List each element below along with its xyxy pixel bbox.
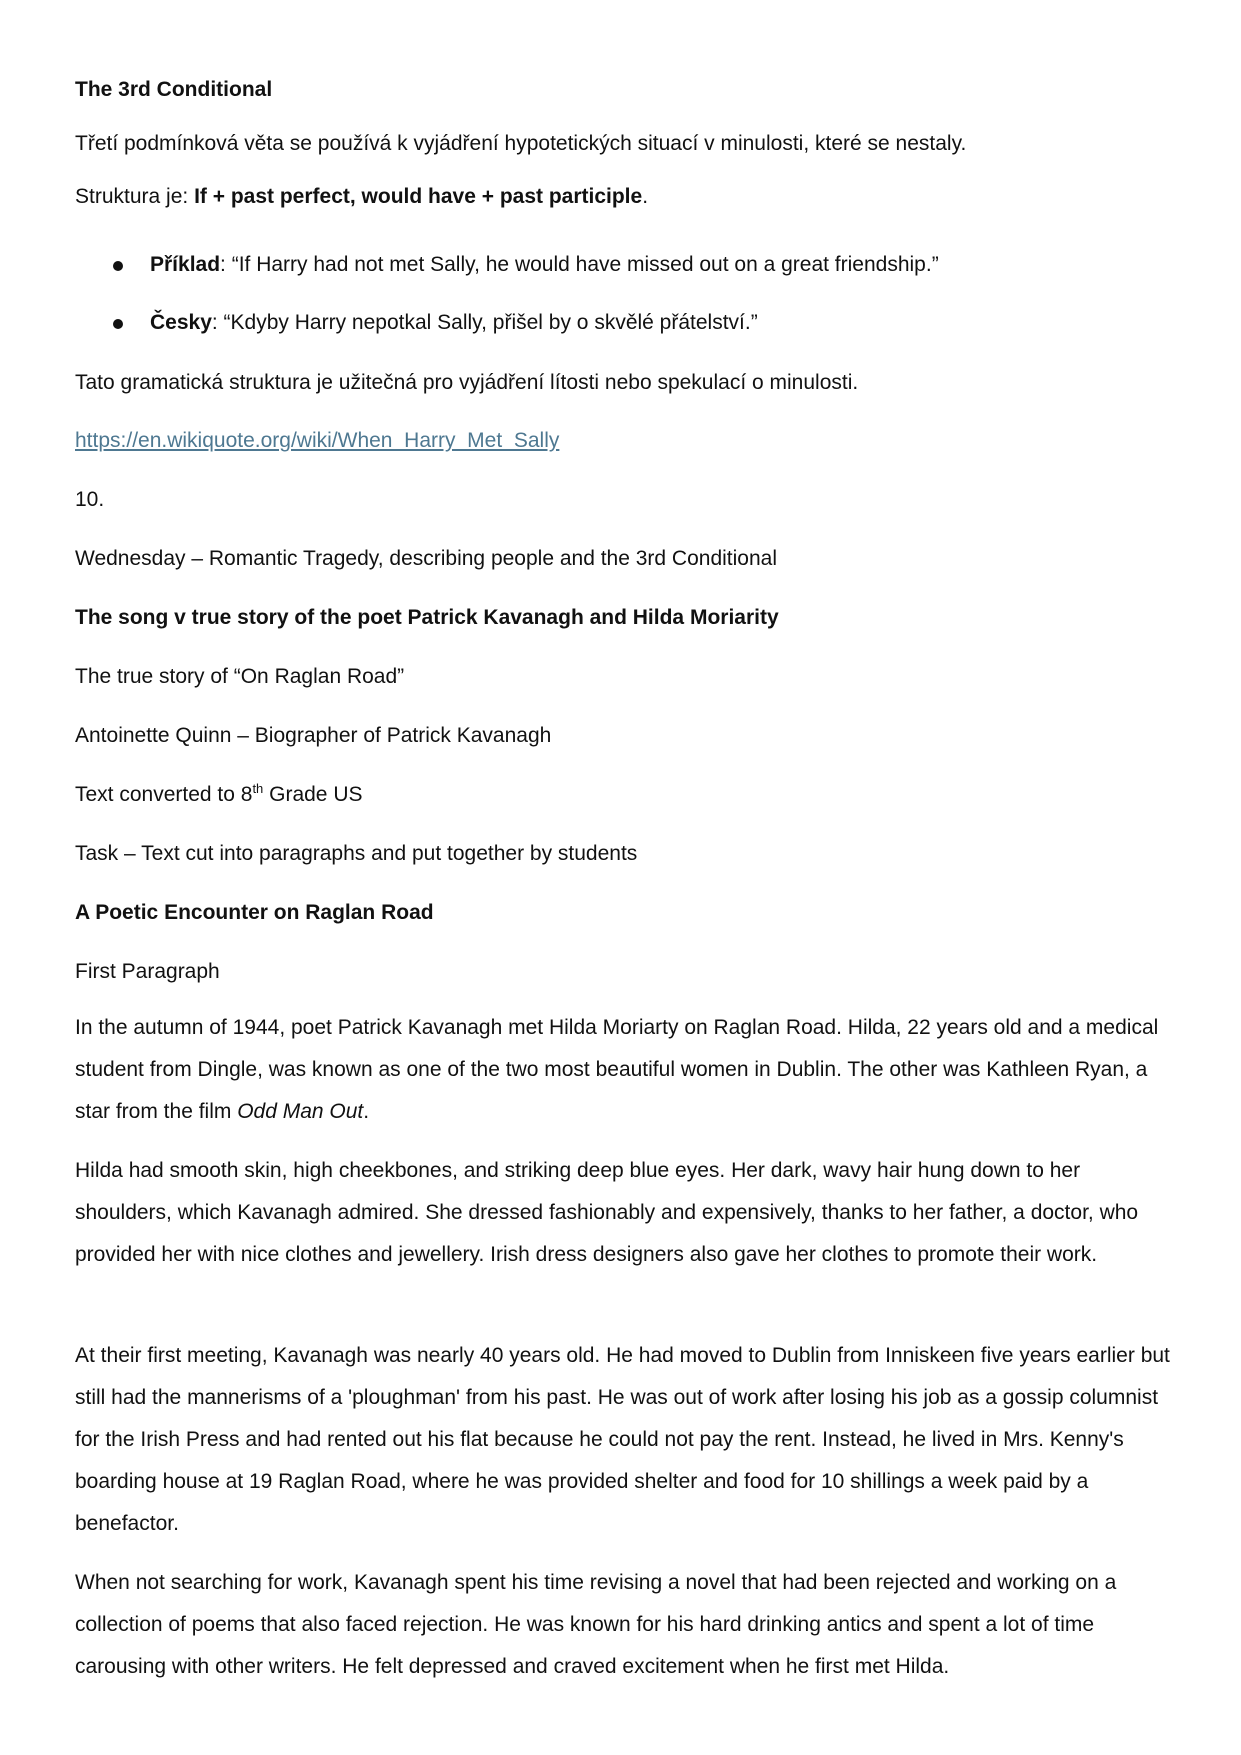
paragraph-4: When not searching for work, Kavanagh spent his time revising a novel that had been rejected and working on a collection of poems that also faced rejection. He was known for his hard drinking antics and spent a lot of time carousing with other writers. He felt depressed and craved excitement when he first met Hilda. — [75, 1571, 1117, 1678]
bullet-label: Příklad — [150, 253, 221, 276]
paragraph-1-main: In the autumn of 1944, poet Patrick Kavanagh met Hilda Moriarty on Raglan Road. Hilda, 22 years old and a medical student from Dingle, was known as one of the two most beautiful women in Dublin. The other was Kathleen Ryan, a star from the film — [75, 1016, 1159, 1123]
note-text: Tato gramatická struktura je užitečná pro vyjádření lítosti nebo spekulací o minulosti. — [75, 371, 859, 394]
first-paragraph-label: First Paragraph — [75, 960, 220, 983]
song-heading: The song v true story of the poet Patrick Kavanagh and Hilda Moriarity — [75, 606, 779, 629]
bullet-dot — [113, 319, 123, 329]
story-title: A Poetic Encounter on Raglan Road — [75, 901, 434, 924]
structure-end: . — [642, 185, 649, 208]
converted-pre: Text converted to 8 — [75, 783, 253, 806]
bullet-label: Česky — [150, 311, 212, 334]
bullet-text: : “If Harry had not met Sally, he would have missed out on a great friendship.” — [220, 253, 939, 276]
bullet-text: : “Kdyby Harry nepotkal Sally, přišel by o skvělé přátelství.” — [211, 311, 758, 334]
day-line: Wednesday – Romantic Tragedy, describing people and the 3rd Conditional — [75, 547, 777, 570]
paragraph-1-end: . — [363, 1100, 370, 1123]
task-line: Task – Text cut into paragraphs and put together by students — [75, 842, 638, 865]
biographer-line: Antoinette Quinn – Biographer of Patrick Kavanagh — [75, 724, 552, 747]
wikiquote-link[interactable]: https://en.wikiquote.org/wiki/When_Harry_Met_Sally — [75, 429, 560, 452]
converted-line — [75, 781, 363, 806]
bullet-dot — [113, 261, 123, 271]
structure-label: Struktura je: — [75, 185, 195, 208]
converted-sup: th — [252, 781, 264, 796]
bullet-czech — [150, 312, 758, 333]
intro-text: Třetí podmínková věta se používá k vyjádření hypotetických situací v minulosti, které se nestaly. — [75, 132, 967, 155]
converted-post: Grade US — [263, 783, 363, 806]
item-number: 10. — [75, 488, 105, 511]
structure-line — [75, 186, 648, 207]
paragraph-2: Hilda had smooth skin, high cheekbones, and striking deep blue eyes. Her dark, wavy hair hung down to her shoulders, which Kavanagh admired. She dressed fashionably and expensively, thanks to her father, a doctor, who provided her with nice clothes and jewellery. Irish dress designers also gave her clothes to promote their work. — [75, 1159, 1139, 1266]
section-title: The 3rd Conditional — [75, 78, 273, 101]
paragraph-1 — [75, 1007, 1170, 1133]
structure-formula: If + past perfect, would have + past participle — [194, 185, 643, 208]
film-title: Odd Man Out — [237, 1100, 364, 1123]
paragraph-3: At their first meeting, Kavanagh was nearly 40 years old. He had moved to Dublin from Inniskeen five years earlier but still had the mannerisms of a 'ploughman' from his past. He was out of work after losing his job as a gossip columnist for the Irish Press and had rented out his flat because he could not pay the rent. Instead, he lived in Mrs. Kenny's boarding house at 19 Raglan Road, where he was provided shelter and food for 10 shillings a week paid by a benefactor. — [75, 1344, 1170, 1535]
bullet-example — [150, 254, 939, 275]
true-story-line: The true story of “On Raglan Road” — [75, 665, 405, 688]
